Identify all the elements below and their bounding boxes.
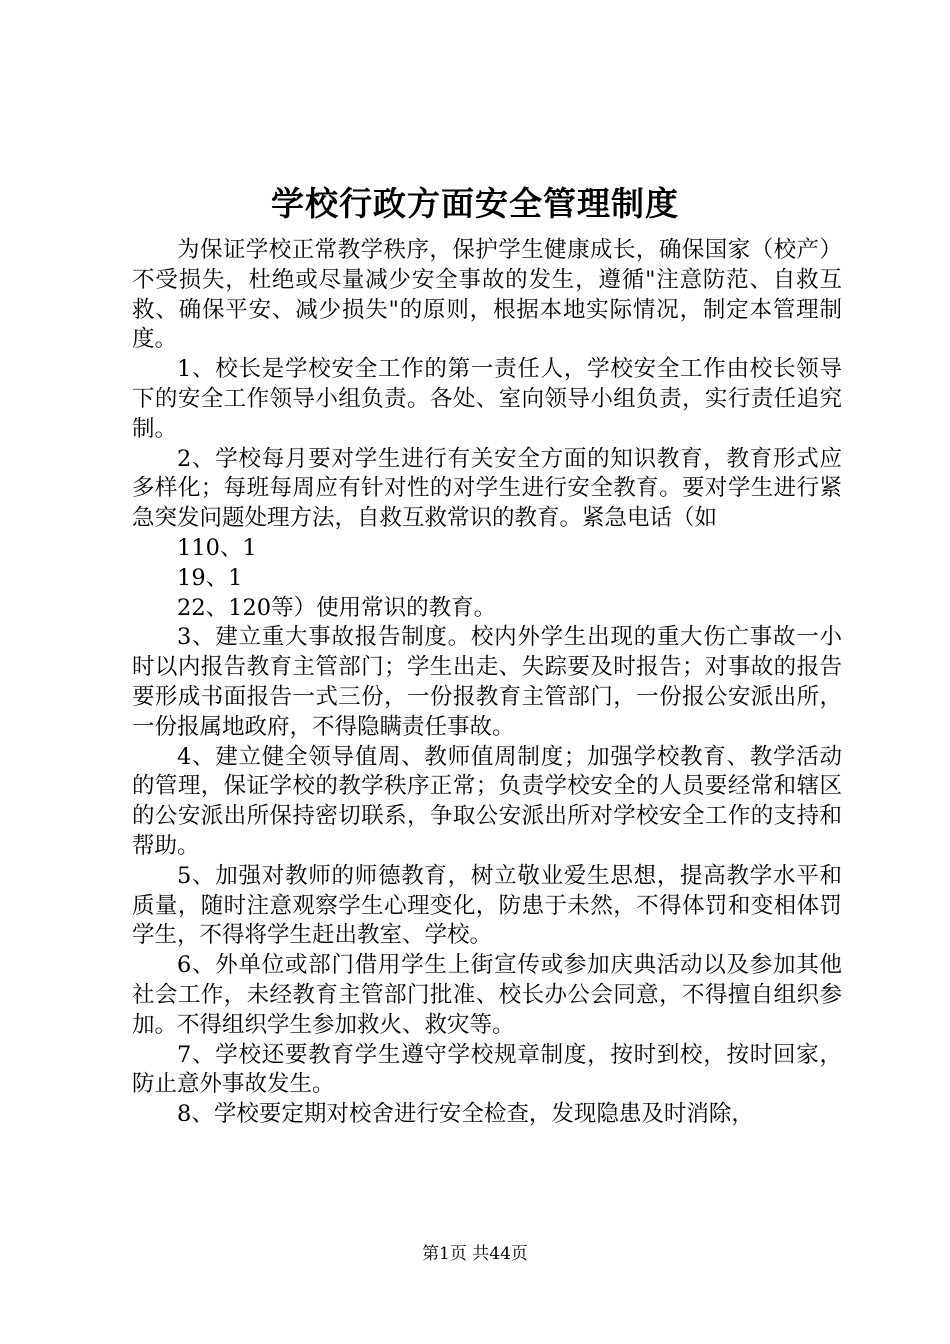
paragraph-item-4: 4、建立健全领导值周、教师值周制度；加强学校教育、教学活动的管理，保证学校的教学秩序正常；负责学校安全的人员要经常和辖区的公安派出所保持密切联系，争取公安派出所对学校安全工作的支持和帮助。 bbox=[132, 743, 842, 859]
page-number-footer: 第1页 共44页 bbox=[422, 1244, 528, 1264]
paragraph-phone-1: 110、1 bbox=[177, 534, 257, 561]
paragraph-item-3: 3、建立重大事故报告制度。校内外学生出现的重大伤亡事故一小时以内报告教育主管部门；学生出走、失踪要及时报告；对事故的报告要形成书面报告一式三份，一份报教育主管部门，一份报公安派出所，一份报属地政府，不得隐瞒责任事故。 bbox=[132, 624, 842, 740]
paragraph-item-7: 7、学校还要教育学生遵守学校规章制度，按时到校，按时回家，防止意外事故发生。 bbox=[132, 1041, 842, 1098]
paragraph-phone-2: 19、1 bbox=[177, 564, 243, 591]
paragraph-item-5: 5、加强对教师的师德教育，树立敬业爱生思想，提高教学水平和质量，随时注意观察学生心理变化，防患于未然，不得体罚和变相体罚学生，不得将学生赶出教室、学校。 bbox=[132, 862, 842, 949]
paragraph-item-8: 8、学校要定期对校舍进行安全检查，发现隐患及时消除， bbox=[177, 1101, 754, 1128]
paragraph-item-1: 1、校长是学校安全工作的第一责任人，学校安全工作由校长领导下的安全工作领导小组负责。各处、室向领导小组负责，实行责任追究制。 bbox=[132, 356, 842, 442]
document-body bbox=[132, 236, 842, 1130]
paragraph-phone-3: 22、120等）使用常识的教育。 bbox=[177, 594, 497, 621]
paragraph-intro: 为保证学校正常教学秩序，保护学生健康成长，确保国家（校产）不受损失，杜绝或尽量减少安全事故的发生，遵循"注意防范、自救互救、确保平安、减少损失"的原则，根据本地实际情况，制定本管理制度。 bbox=[132, 237, 842, 353]
document-title: 学校行政方面安全管理制度 bbox=[271, 184, 679, 223]
paragraph-item-2: 2、学校每月要对学生进行有关安全方面的知识教育，教育形式应多样化；每班每周应有针对性的对学生进行安全教育。要对学生进行紧急突发问题处理方法，自救互救常识的教育。紧急电话（如 bbox=[132, 445, 842, 532]
paragraph-item-6: 6、外单位或部门借用学生上街宣传或参加庆典活动以及参加其他社会工作，未经教育主管部门批准、校长办公会同意，不得擅自组织参加。不得组织学生参加救火、救灾等。 bbox=[132, 952, 842, 1038]
